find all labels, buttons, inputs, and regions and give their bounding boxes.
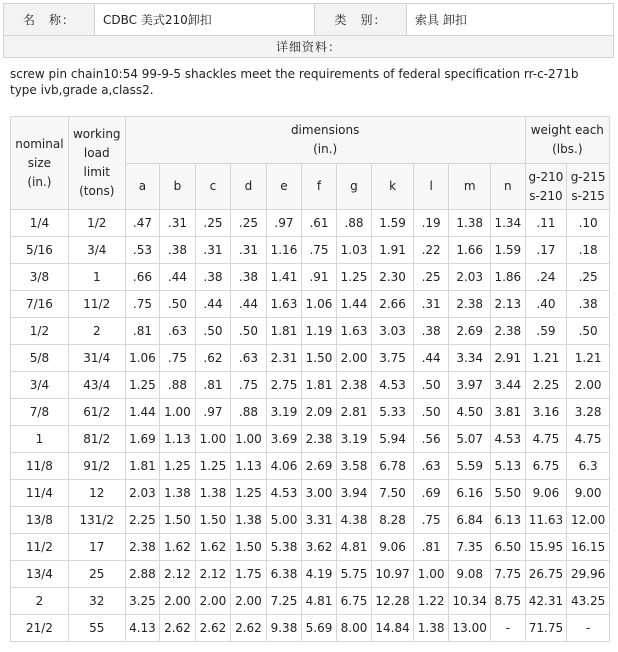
table-cell: .47 (125, 210, 160, 237)
table-cell: 5.07 (449, 426, 491, 453)
table-cell: 43/4 (68, 372, 125, 399)
table-cell: 2.38 (449, 291, 491, 318)
table-row (11, 534, 610, 561)
table-cell: .11 (525, 210, 567, 237)
table-cell: 2 (11, 588, 69, 615)
table-cell: 5/8 (11, 345, 69, 372)
table-cell: .97 (195, 399, 231, 426)
table-cell: .31 (160, 210, 196, 237)
table-cell: .75 (160, 345, 196, 372)
table-cell: .38 (567, 291, 610, 318)
table-cell: 1.25 (160, 453, 196, 480)
header-dim-f: f (302, 164, 337, 210)
table-cell: .50 (160, 291, 196, 318)
table-cell: 13.00 (449, 615, 491, 642)
header-dim-g: g (336, 164, 372, 210)
table-cell: 2.38 (490, 318, 525, 345)
table-cell: 1.59 (372, 210, 414, 237)
table-cell: 2.03 (125, 480, 160, 507)
table-cell: 1.00 (160, 399, 196, 426)
table-cell: 1.69 (125, 426, 160, 453)
table-cell: 2.00 (336, 345, 372, 372)
table-cell: 6.38 (266, 561, 302, 588)
table-cell: 1.06 (302, 291, 337, 318)
table-cell: 1.41 (266, 264, 302, 291)
table-cell: 2.38 (302, 426, 337, 453)
table-cell: 2.62 (231, 615, 267, 642)
table-cell: 1.21 (567, 345, 610, 372)
table-cell: 9.38 (266, 615, 302, 642)
table-cell: 71.75 (525, 615, 567, 642)
header-dim-l: l (413, 164, 449, 210)
table-cell: 5.59 (449, 453, 491, 480)
table-cell: 16.15 (567, 534, 610, 561)
table-cell: 6.13 (490, 507, 525, 534)
table-cell: 91/2 (68, 453, 125, 480)
table-cell: 8.28 (372, 507, 414, 534)
table-cell: 1.59 (490, 237, 525, 264)
table-cell: .19 (413, 210, 449, 237)
table-cell: .31 (413, 291, 449, 318)
table-cell: .81 (195, 372, 231, 399)
table-cell: 1.86 (490, 264, 525, 291)
table-row (11, 561, 610, 588)
table-cell: 1.38 (413, 615, 449, 642)
table-cell: .50 (413, 372, 449, 399)
table-cell: 2.62 (160, 615, 196, 642)
category-label: 类 别： (315, 4, 407, 36)
table-row (11, 264, 610, 291)
table-cell: 5/16 (11, 237, 69, 264)
table-cell: 25 (68, 561, 125, 588)
table-cell: 3/4 (11, 372, 69, 399)
table-cell: 1/2 (11, 318, 69, 345)
table-cell: 1.38 (160, 480, 196, 507)
table-cell: .44 (160, 264, 196, 291)
table-cell: 2.38 (125, 534, 160, 561)
table-cell: .17 (525, 237, 567, 264)
table-cell: 2.75 (266, 372, 302, 399)
table-cell: 11/2 (11, 534, 69, 561)
table-cell: 12.28 (372, 588, 414, 615)
table-cell: .50 (567, 318, 610, 345)
table-cell: 3.34 (449, 345, 491, 372)
table-cell: .61 (302, 210, 337, 237)
header-weight-g-210: g-210 s-210 (525, 164, 567, 210)
table-cell: 17 (68, 534, 125, 561)
table-cell: .40 (525, 291, 567, 318)
table-cell: 1.25 (231, 480, 267, 507)
header-weight-each: weight each (lbs.) (525, 117, 609, 164)
table-cell: .97 (266, 210, 302, 237)
table-cell: 2.88 (125, 561, 160, 588)
details-header: 详细资料： (4, 36, 614, 58)
table-cell: 5.69 (302, 615, 337, 642)
table-cell: 4.53 (266, 480, 302, 507)
table-cell: 6.50 (490, 534, 525, 561)
table-cell: 1/4 (11, 210, 69, 237)
table-cell: 6.75 (525, 453, 567, 480)
table-cell: .75 (302, 237, 337, 264)
table-cell: 12.00 (567, 507, 610, 534)
table-cell: 1.13 (160, 426, 196, 453)
table-cell: 1.50 (302, 345, 337, 372)
table-cell: 3.69 (266, 426, 302, 453)
table-cell: 2 (68, 318, 125, 345)
table-cell: 2.62 (195, 615, 231, 642)
table-cell: 4.13 (125, 615, 160, 642)
table-cell: 3.75 (372, 345, 414, 372)
table-cell: 10.34 (449, 588, 491, 615)
table-cell: 6.3 (567, 453, 610, 480)
table-cell: 14.84 (372, 615, 414, 642)
table-cell: 4.81 (302, 588, 337, 615)
table-cell: 1.44 (336, 291, 372, 318)
table-cell: 3.81 (490, 399, 525, 426)
table-cell: 1.38 (231, 507, 267, 534)
table-cell: 1 (68, 264, 125, 291)
table-cell: 4.19 (302, 561, 337, 588)
table-cell: 1.13 (231, 453, 267, 480)
table-cell: .38 (231, 264, 267, 291)
table-row (11, 426, 610, 453)
table-cell: 7.25 (266, 588, 302, 615)
table-cell: .38 (160, 237, 196, 264)
table-cell: 131/2 (68, 507, 125, 534)
table-cell: 5.13 (490, 453, 525, 480)
table-cell: 8.00 (336, 615, 372, 642)
table-cell: 29.96 (567, 561, 610, 588)
table-row (11, 615, 610, 642)
table-cell: 9.06 (525, 480, 567, 507)
table-cell: 5.50 (490, 480, 525, 507)
table-cell: .50 (413, 399, 449, 426)
table-cell: .25 (413, 264, 449, 291)
table-row (11, 507, 610, 534)
table-row (11, 588, 610, 615)
table-cell: .66 (125, 264, 160, 291)
table-cell: 6.84 (449, 507, 491, 534)
table-row (11, 345, 610, 372)
table-cell: .75 (125, 291, 160, 318)
table-cell: 2.25 (525, 372, 567, 399)
table-row (11, 480, 610, 507)
table-cell: 2.03 (449, 264, 491, 291)
table-cell: 10.97 (372, 561, 414, 588)
table-row (11, 237, 610, 264)
table-cell: 1.25 (195, 453, 231, 480)
table-cell: 1.62 (195, 534, 231, 561)
table-cell: 3.00 (302, 480, 337, 507)
table-cell: .18 (567, 237, 610, 264)
table-cell: 1.03 (336, 237, 372, 264)
table-cell: .63 (160, 318, 196, 345)
spec-table (10, 116, 610, 642)
table-cell: 3.62 (302, 534, 337, 561)
table-cell: .56 (413, 426, 449, 453)
table-cell: 3.19 (336, 426, 372, 453)
header-dim-a: a (125, 164, 160, 210)
header-dimensions: dimensions (in.) (125, 117, 525, 164)
table-cell: 1.06 (125, 345, 160, 372)
table-cell: .24 (525, 264, 567, 291)
table-cell: 2.00 (567, 372, 610, 399)
table-cell: 1.75 (231, 561, 267, 588)
header-dim-c: c (195, 164, 231, 210)
table-cell: 2.81 (336, 399, 372, 426)
table-cell: 4.75 (567, 426, 610, 453)
header-dim-n: n (490, 164, 525, 210)
table-cell: 1/2 (68, 210, 125, 237)
table-cell: 5.94 (372, 426, 414, 453)
table-cell: 4.53 (490, 426, 525, 453)
table-cell: .22 (413, 237, 449, 264)
table-cell: 15.95 (525, 534, 567, 561)
table-cell: .50 (195, 318, 231, 345)
table-cell: 1.81 (125, 453, 160, 480)
table-cell: 1.44 (125, 399, 160, 426)
table-row (11, 210, 610, 237)
table-cell: 2.31 (266, 345, 302, 372)
table-cell: 5.33 (372, 399, 414, 426)
table-cell: 1.38 (449, 210, 491, 237)
table-cell: 7.35 (449, 534, 491, 561)
table-cell: 13/4 (11, 561, 69, 588)
header-dim-e: e (266, 164, 302, 210)
table-cell: 8.75 (490, 588, 525, 615)
table-cell: .62 (195, 345, 231, 372)
table-cell: .91 (302, 264, 337, 291)
table-cell: 11.63 (525, 507, 567, 534)
table-cell: 2.38 (336, 372, 372, 399)
table-cell: .81 (125, 318, 160, 345)
table-cell: 1.25 (336, 264, 372, 291)
table-cell: 4.81 (336, 534, 372, 561)
table-cell: 2.12 (160, 561, 196, 588)
table-cell: .31 (195, 237, 231, 264)
table-cell: 4.38 (336, 507, 372, 534)
table-cell: 3.16 (525, 399, 567, 426)
table-cell: 3.25 (125, 588, 160, 615)
table-cell: 3.44 (490, 372, 525, 399)
header-weight-g-215: g-215 s-215 (567, 164, 610, 210)
table-cell: 3/8 (11, 264, 69, 291)
table-cell: 1.63 (336, 318, 372, 345)
table-cell: 1.16 (266, 237, 302, 264)
table-cell: 1.38 (195, 480, 231, 507)
table-cell: 43.25 (567, 588, 610, 615)
header-working-load-limit: working load limit (tons) (68, 117, 125, 210)
table-cell: 2.13 (490, 291, 525, 318)
table-cell: .63 (231, 345, 267, 372)
header-dim-k: k (372, 164, 414, 210)
table-row (11, 372, 610, 399)
product-description: screw pin chain10:54 99-9-5 shackles meet the requirements of federal specification rr-c-271b type ivb,grade a,class2. (10, 67, 579, 97)
table-cell: 3.19 (266, 399, 302, 426)
table-cell: 5.00 (266, 507, 302, 534)
table-cell: 7/16 (11, 291, 69, 318)
table-cell: 1.00 (231, 426, 267, 453)
table-cell: 1.66 (449, 237, 491, 264)
table-cell: 2.91 (490, 345, 525, 372)
table-cell: 1.50 (195, 507, 231, 534)
table-cell: - (490, 615, 525, 642)
table-cell: .25 (231, 210, 267, 237)
table-cell: 3/4 (68, 237, 125, 264)
table-cell: 3.97 (449, 372, 491, 399)
table-cell: .10 (567, 210, 610, 237)
table-cell: 3.94 (336, 480, 372, 507)
table-cell: .44 (195, 291, 231, 318)
table-cell: .88 (231, 399, 267, 426)
table-cell: .53 (125, 237, 160, 264)
table-cell: 26.75 (525, 561, 567, 588)
table-cell: 32 (68, 588, 125, 615)
header-dim-b: b (160, 164, 196, 210)
table-cell: .75 (413, 507, 449, 534)
product-info-table (3, 3, 614, 58)
table-cell: 2.09 (302, 399, 337, 426)
table-cell: 31/4 (68, 345, 125, 372)
table-cell: 42.31 (525, 588, 567, 615)
table-cell: 2.12 (195, 561, 231, 588)
table-cell: 1.50 (160, 507, 196, 534)
table-cell: 11/8 (11, 453, 69, 480)
table-cell: 2.00 (160, 588, 196, 615)
table-cell: 1.50 (231, 534, 267, 561)
table-row (11, 453, 610, 480)
table-cell: 5.75 (336, 561, 372, 588)
table-cell: 1.00 (413, 561, 449, 588)
table-cell: 5.38 (266, 534, 302, 561)
table-cell: 55 (68, 615, 125, 642)
table-cell: 12 (68, 480, 125, 507)
table-cell: 3.28 (567, 399, 610, 426)
table-cell: 4.53 (372, 372, 414, 399)
table-cell: 6.16 (449, 480, 491, 507)
table-cell: 3.03 (372, 318, 414, 345)
table-cell: 61/2 (68, 399, 125, 426)
table-cell: 13/8 (11, 507, 69, 534)
table-cell: .31 (231, 237, 267, 264)
table-cell: 6.78 (372, 453, 414, 480)
table-row (11, 399, 610, 426)
table-cell: 1.34 (490, 210, 525, 237)
table-cell: 2.00 (195, 588, 231, 615)
table-cell: .81 (413, 534, 449, 561)
table-cell: 2.69 (302, 453, 337, 480)
table-cell: 6.75 (336, 588, 372, 615)
table-cell: .44 (413, 345, 449, 372)
table-cell: .88 (336, 210, 372, 237)
table-cell: 2.30 (372, 264, 414, 291)
table-cell: 4.50 (449, 399, 491, 426)
name-value: CDBC 美式210卸扣 (95, 4, 315, 36)
table-cell: 21/2 (11, 615, 69, 642)
table-cell: .25 (567, 264, 610, 291)
table-cell: 7.75 (490, 561, 525, 588)
table-cell: 1.00 (195, 426, 231, 453)
table-cell: .63 (413, 453, 449, 480)
table-cell: 1.19 (302, 318, 337, 345)
table-row (11, 318, 610, 345)
table-cell: - (567, 615, 610, 642)
table-cell: .38 (413, 318, 449, 345)
table-cell: 9.00 (567, 480, 610, 507)
table-cell: 1.21 (525, 345, 567, 372)
table-cell: .75 (231, 372, 267, 399)
table-cell: 7/8 (11, 399, 69, 426)
table-cell: .25 (195, 210, 231, 237)
table-cell: 11/4 (11, 480, 69, 507)
table-cell: 3.58 (336, 453, 372, 480)
table-cell: 1.81 (266, 318, 302, 345)
table-cell: 2.00 (231, 588, 267, 615)
table-cell: 2.69 (449, 318, 491, 345)
table-cell: 9.08 (449, 561, 491, 588)
table-cell: .44 (231, 291, 267, 318)
name-label: 名 称： (4, 4, 95, 36)
table-cell: 4.75 (525, 426, 567, 453)
table-cell: 4.06 (266, 453, 302, 480)
table-cell: 9.06 (372, 534, 414, 561)
table-cell: .59 (525, 318, 567, 345)
table-cell: 1.22 (413, 588, 449, 615)
table-row (11, 291, 610, 318)
table-cell: 7.50 (372, 480, 414, 507)
table-cell: 2.25 (125, 507, 160, 534)
header-nominal-size: nominal size (in.) (11, 117, 69, 210)
table-cell: 1.81 (302, 372, 337, 399)
table-cell: 1.62 (160, 534, 196, 561)
header-dim-d: d (231, 164, 267, 210)
category-value: 索具 卸扣 (407, 4, 614, 36)
table-cell: .69 (413, 480, 449, 507)
table-cell: 1 (11, 426, 69, 453)
table-cell: .38 (195, 264, 231, 291)
table-cell: 3.31 (302, 507, 337, 534)
table-cell: 1.63 (266, 291, 302, 318)
table-cell: 81/2 (68, 426, 125, 453)
table-cell: 1.91 (372, 237, 414, 264)
table-cell: .50 (231, 318, 267, 345)
table-cell: 2.66 (372, 291, 414, 318)
table-cell: 11/2 (68, 291, 125, 318)
table-cell: 1.25 (125, 372, 160, 399)
table-cell: .88 (160, 372, 196, 399)
header-dim-m: m (449, 164, 491, 210)
